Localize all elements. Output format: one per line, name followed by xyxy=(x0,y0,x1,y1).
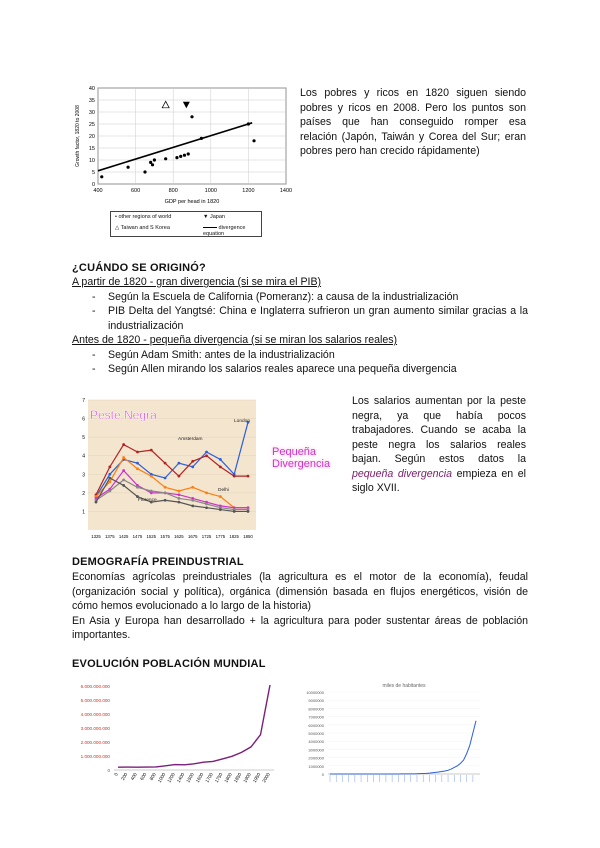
series-point xyxy=(108,465,111,468)
x-tick-label: 1725 xyxy=(201,534,212,539)
x-tick-label: 400 xyxy=(129,772,138,782)
x-tick-label: 1900 xyxy=(242,772,252,784)
population-chart-right xyxy=(290,678,488,790)
series-label: Amsterdam xyxy=(178,437,203,442)
series-point xyxy=(191,486,194,489)
y-tick-label: 4.000.000.000 xyxy=(80,712,110,717)
data-point xyxy=(143,170,146,173)
y-tick-label: 1.000.000.000 xyxy=(80,754,110,759)
series-point xyxy=(164,491,167,494)
wages-chart-figure xyxy=(74,394,340,542)
data-point xyxy=(190,115,193,118)
intro-paragraph: Los pobres y ricos en 1820 siguen siendo pobres y ricos en 2008. Pero los puntos son países que han conseguido romper esa relación (Japón, Taiwán y Corea del Sur; eran pobres pero han crecido rápidamente) xyxy=(300,87,526,157)
peste-negra-overlay-title: Peste Negra xyxy=(90,408,157,422)
series-point xyxy=(150,475,153,478)
series-point xyxy=(136,462,139,465)
scatter-chart xyxy=(72,82,294,212)
series-point xyxy=(247,510,250,513)
legend-line-label: divergence equation xyxy=(203,225,246,237)
series-point xyxy=(219,465,222,468)
series-point xyxy=(122,478,125,481)
japan-marker xyxy=(183,102,190,109)
x-tick-label: 1950 xyxy=(251,772,262,784)
x-tick-label: 1625 xyxy=(174,534,184,539)
x-tick-label: 400 xyxy=(93,188,103,194)
x-tick-label: 1750 xyxy=(213,772,224,784)
x-tick-label: 600 xyxy=(131,188,141,194)
y-tick-label: 20 xyxy=(88,134,95,140)
x-tick-label: 1575 xyxy=(160,534,170,539)
y-tick-label: 2000000 xyxy=(308,755,324,761)
wages-text-b: empieza en el siglo XVII. xyxy=(352,467,526,494)
x-tick-label: 1775 xyxy=(215,534,226,539)
x-tick-label: 2000 xyxy=(261,772,271,784)
divergence-line xyxy=(98,123,252,171)
y-tick-label: 25 xyxy=(88,122,95,128)
x-tick-label: 800 xyxy=(168,188,178,194)
list-item: - Según Allen mirando los salarios reales aparece una pequeña divergencia xyxy=(72,362,528,377)
series-point xyxy=(233,475,236,478)
y-tick-label: 7000000 xyxy=(308,714,324,720)
demography-paragraph-2: En Asia y Europa han desarrollado + la agricultura para poder sustentar áreas de población importantes. xyxy=(72,614,528,641)
chart-title: miles de habitantes xyxy=(382,683,426,689)
data-point xyxy=(151,163,154,166)
x-tick-label: 1675 xyxy=(187,534,198,539)
series-point xyxy=(122,443,125,446)
data-point xyxy=(179,155,182,158)
y-tick-label: 10000000 xyxy=(306,690,324,695)
x-tick-label: 1850 xyxy=(232,772,243,784)
pequena-divergencia-annotation: Pequeña Divergencia xyxy=(272,446,331,470)
legend-taiwan-label: Taiwan and S Korea xyxy=(120,225,170,231)
legend-japan: ▼ Japan xyxy=(203,214,225,220)
series-point xyxy=(108,473,111,476)
y-tick-label: 0 xyxy=(321,772,324,777)
x-tick-label: 1475 xyxy=(132,534,143,539)
series-point xyxy=(205,451,208,454)
series-point xyxy=(164,477,167,480)
series-label: London xyxy=(234,419,251,424)
x-tick-label: 1375 xyxy=(105,534,115,539)
y-tick-label: 30 xyxy=(88,110,95,116)
y-tick-label: 7 xyxy=(82,398,85,404)
data-point xyxy=(175,156,178,159)
y-tick-label: 8000000 xyxy=(308,706,324,712)
data-point xyxy=(164,157,167,160)
x-tick-label: 1000 xyxy=(156,772,167,784)
legend-line xyxy=(203,225,261,237)
y-tick-label: 40 xyxy=(88,86,95,92)
y-tick-label: 10 xyxy=(88,158,95,164)
x-tick-label: 1800 xyxy=(223,772,233,784)
population-line xyxy=(118,685,270,767)
series-point xyxy=(136,467,139,470)
series-point xyxy=(164,486,167,489)
x-tick-label: 1200 xyxy=(242,188,255,194)
series-point xyxy=(178,497,181,500)
data-point xyxy=(187,152,190,155)
after-1820-list xyxy=(72,290,528,334)
demography-paragraph-1: Economías agrícolas preindustriales (la agricultura es el motor de la economía), feudal (organización social y política), orgánica (dimensión basada en flujos energéticos, visión de cómo hemos evolucionado a lo largo de la historia) xyxy=(72,571,528,612)
series-label: Florence xyxy=(138,498,157,503)
population-heading: EVOLUCIÓN POBLACIÓN MUNDIAL xyxy=(72,658,266,670)
series-point xyxy=(191,460,194,463)
legend-other-label: other regions of world xyxy=(118,214,172,220)
x-tick-label: 1825 xyxy=(229,534,239,539)
list-item: - Según la Escuela de California (Pomeranz): a causa de la industrialización xyxy=(72,290,528,305)
after-1820-title: A partir de 1820 - gran divergencia (si se mira el PIB) xyxy=(72,276,322,288)
x-tick-label: 1200 xyxy=(166,772,176,784)
series-point xyxy=(205,491,208,494)
series-point xyxy=(178,490,181,493)
x-tick-label: 800 xyxy=(148,772,157,782)
x-tick-label: 1700 xyxy=(204,772,214,784)
y-tick-label: 35 xyxy=(88,98,95,104)
wages-text-emphasis: pequeña divergencia xyxy=(352,467,453,480)
demography-heading: DEMOGRAFÍA PREINDUSTRIAL xyxy=(72,556,244,568)
y-tick-label: 5.000.000.000 xyxy=(80,698,110,703)
series-point xyxy=(122,456,125,459)
y-tick-label: 0 xyxy=(107,768,110,773)
data-point xyxy=(126,166,129,169)
y-tick-label: 15 xyxy=(88,146,95,152)
x-tick-label: 1525 xyxy=(146,534,157,539)
y-axis-label: Growth factor, 1820 to 2008 xyxy=(75,105,81,167)
data-point xyxy=(183,154,186,157)
series-label: Delhi xyxy=(218,488,229,493)
series-point xyxy=(219,508,222,511)
series-point xyxy=(247,475,250,478)
series-point xyxy=(95,501,98,504)
series-point xyxy=(191,504,194,507)
wages-text-a: Los salarios aumentan por la peste negra, ya que había pocos trabajadores. Cuando se acaba la peste negra los salarios reales bajan. Según estos datos la xyxy=(352,395,526,465)
series-point xyxy=(122,469,125,472)
x-tick-label: 1000 xyxy=(204,188,217,194)
y-tick-label: 9000000 xyxy=(308,698,324,704)
series-point xyxy=(219,495,222,498)
before-1820-list xyxy=(72,348,528,377)
scatter-legend xyxy=(110,211,262,237)
y-tick-label: 1 xyxy=(82,509,85,516)
series-point xyxy=(164,499,167,502)
origin-heading: ¿CUÁNDO SE ORIGINÓ? xyxy=(72,262,206,274)
series-point xyxy=(205,454,208,457)
x-tick-label: 0 xyxy=(113,772,119,777)
series-point xyxy=(191,499,194,502)
list-item: - Según Adam Smith: antes de la industrialización xyxy=(72,348,528,363)
list-item: - PIB Delta del Yangtsé: China e Inglaterra sufrieron un gran aumento similar gracias a la industrialización xyxy=(72,304,528,333)
series-point xyxy=(205,503,208,506)
y-tick-label: 3000000 xyxy=(308,747,324,753)
origin-section xyxy=(72,262,528,377)
series-point xyxy=(136,486,139,489)
series-point xyxy=(150,490,153,493)
series-point xyxy=(191,465,194,468)
legend-other: • other regions of world xyxy=(115,214,172,220)
x-tick-label: 1600 xyxy=(194,772,205,784)
y-tick-label: 3.000.000.000 xyxy=(80,726,110,731)
y-tick-label: 2 xyxy=(82,490,85,497)
x-tick-label: 1400 xyxy=(279,188,293,194)
scatter-chart-figure xyxy=(72,82,294,254)
series-point xyxy=(108,477,111,480)
y-tick-label: 6.000.000.000 xyxy=(80,684,110,689)
y-tick-label: 3 xyxy=(82,472,85,479)
series-point xyxy=(178,493,181,496)
legend-japan-label: Japan xyxy=(209,214,225,220)
y-tick-label: 1000000 xyxy=(308,763,324,769)
series-point xyxy=(178,501,181,504)
y-tick-label: 2.000.000.000 xyxy=(80,740,110,745)
before-1820-title: Antes de 1820 - pequeña divergencia (si se miran los salarios reales) xyxy=(72,334,398,346)
y-tick-label: 5000000 xyxy=(308,731,324,736)
x-tick-label: 200 xyxy=(120,772,129,782)
x-tick-label: 1500 xyxy=(185,772,195,784)
y-tick-label: 6 xyxy=(82,416,85,423)
series-point xyxy=(136,451,139,454)
series-point xyxy=(219,458,222,461)
series-point xyxy=(205,506,208,509)
series-point xyxy=(150,449,153,452)
y-tick-label: 5 xyxy=(82,435,85,442)
x-tick-label: 600 xyxy=(139,772,148,782)
x-tick-label: 1425 xyxy=(118,534,129,539)
x-axis-label: GDP per head in 1820 xyxy=(164,199,220,205)
x-tick-label: 1850 xyxy=(243,534,253,539)
taiwan-korea-marker xyxy=(162,101,169,108)
series-point xyxy=(164,462,167,465)
data-point xyxy=(153,158,156,161)
x-tick-label: 1400 xyxy=(175,772,186,784)
wages-paragraph xyxy=(352,394,526,496)
y-tick-label: 5 xyxy=(91,170,95,176)
data-point xyxy=(100,175,103,178)
series-point xyxy=(122,484,125,487)
x-tick-label: 1325 xyxy=(91,534,101,539)
y-tick-label: 0 xyxy=(91,182,95,188)
series-point xyxy=(178,475,181,478)
series-point xyxy=(178,462,181,465)
y-tick-label: 4000000 xyxy=(308,739,324,745)
series-point xyxy=(108,490,111,493)
y-tick-label: 4 xyxy=(82,453,85,460)
legend-taiwan: △ Taiwan and S Korea xyxy=(115,225,170,231)
data-point xyxy=(252,139,255,142)
series-point xyxy=(233,510,236,513)
population-chart-left xyxy=(64,678,280,790)
demography-section xyxy=(72,556,528,643)
y-tick-label: 6000000 xyxy=(308,722,324,728)
